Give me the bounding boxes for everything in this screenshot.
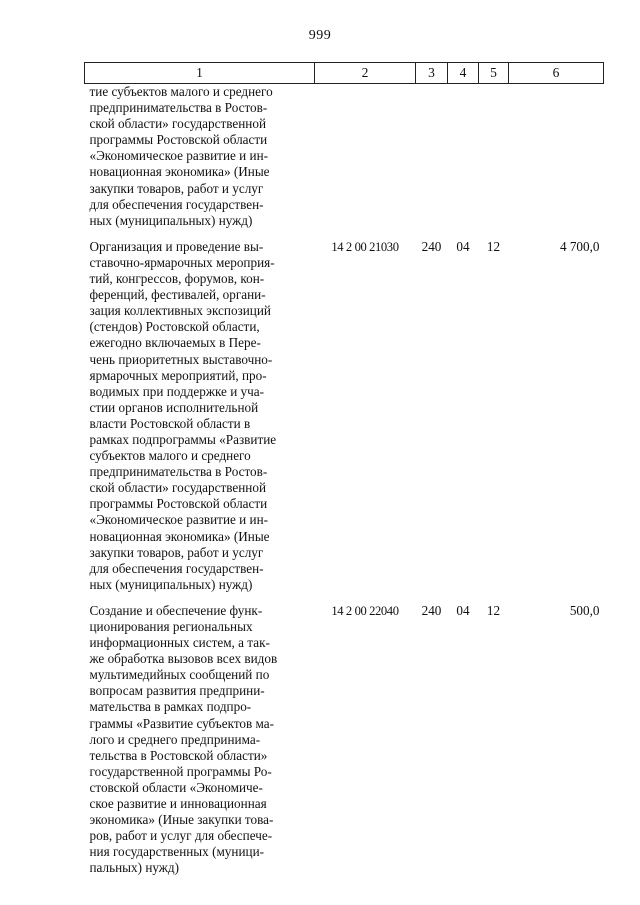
row-csr-cell: 14 2 00 22040 bbox=[331, 603, 399, 618]
row-name-cell: Создание и обеспечение функ- ционирования региональных информационных систем, а так- же обработка вызовов всех видов мультимедийных сообщений по вопросам развития предприни- мательства в рамках подпро- граммы «Развитие субъектов ма- лого и среднего предпринима- тельства в Ростовской области» государственной программы Ро- стовской области «Экономиче- ское развитие и инновационная экономика» (Иные закупки това- ров, работ и услуг для обеспече- ния государственных (муници- пальных) нужд) bbox=[89, 602, 278, 876]
row-csr-cell bbox=[315, 84, 416, 229]
table-row bbox=[85, 229, 604, 593]
header-row bbox=[85, 63, 604, 84]
header-col-3: 3 bbox=[416, 63, 448, 84]
header-col-4: 4 bbox=[448, 63, 479, 84]
row-vr-cell bbox=[416, 84, 448, 229]
row-csr-cell: 14 2 00 21030 bbox=[331, 239, 399, 254]
row-name-cell: тие субъектов малого и среднего предпринимательства в Ростов- ской области» государственной программы Ростовской области «Экономическое развитие и ин- новационная экономика» (Иные закупки товаров, работ и услуг для обеспечения государствен- ных (муниципальных) нужд) bbox=[89, 84, 273, 228]
row-pr-cell: 12 bbox=[486, 602, 501, 618]
row-rz-cell: 04 bbox=[456, 602, 470, 618]
row-pr-cell bbox=[479, 84, 509, 229]
table-body bbox=[85, 84, 604, 877]
table-header bbox=[85, 63, 604, 84]
row-vr-cell: 240 bbox=[421, 602, 442, 618]
table-row bbox=[85, 84, 604, 229]
header-col-1: 1 bbox=[85, 63, 315, 84]
row-sum-cell: 500,0 bbox=[569, 602, 600, 618]
header-col-5: 5 bbox=[479, 63, 509, 84]
header-col-6: 6 bbox=[509, 63, 604, 84]
table-row bbox=[85, 593, 604, 877]
row-pr-cell: 12 bbox=[486, 238, 501, 254]
row-rz-cell bbox=[448, 84, 479, 229]
row-vr-cell: 240 bbox=[421, 238, 442, 254]
row-sum-cell bbox=[509, 84, 604, 229]
page-number: 999 bbox=[308, 28, 332, 43]
row-name-cell: Организация и проведение вы- ставочно-ярмарочных мероприя- тий, конгрессов, форумов, кон- ференций, фестивалей, органи- зация коллективных экспозиций (стендов) Ростовской области, ежегодно включаемых в Пере- чень приоритетных выставочно- ярмарочных мероприятий, про- водимых при поддержке и уча- стии органов исполнительной власти Ростовской области в рамках подпрограммы «Развитие субъектов малого и среднего предпринимательства в Ростов- ской области» государственной программы Ростовской области «Экономическое развитие и ин- новационная экономика» (Иные закупки товаров, работ и услуг для обеспечения государствен- ных (муниципальных) нужд) bbox=[89, 238, 277, 592]
budget-table bbox=[84, 62, 604, 877]
row-rz-cell: 04 bbox=[456, 238, 470, 254]
header-col-2: 2 bbox=[315, 63, 416, 84]
row-sum-cell: 4 700,0 bbox=[559, 238, 600, 254]
